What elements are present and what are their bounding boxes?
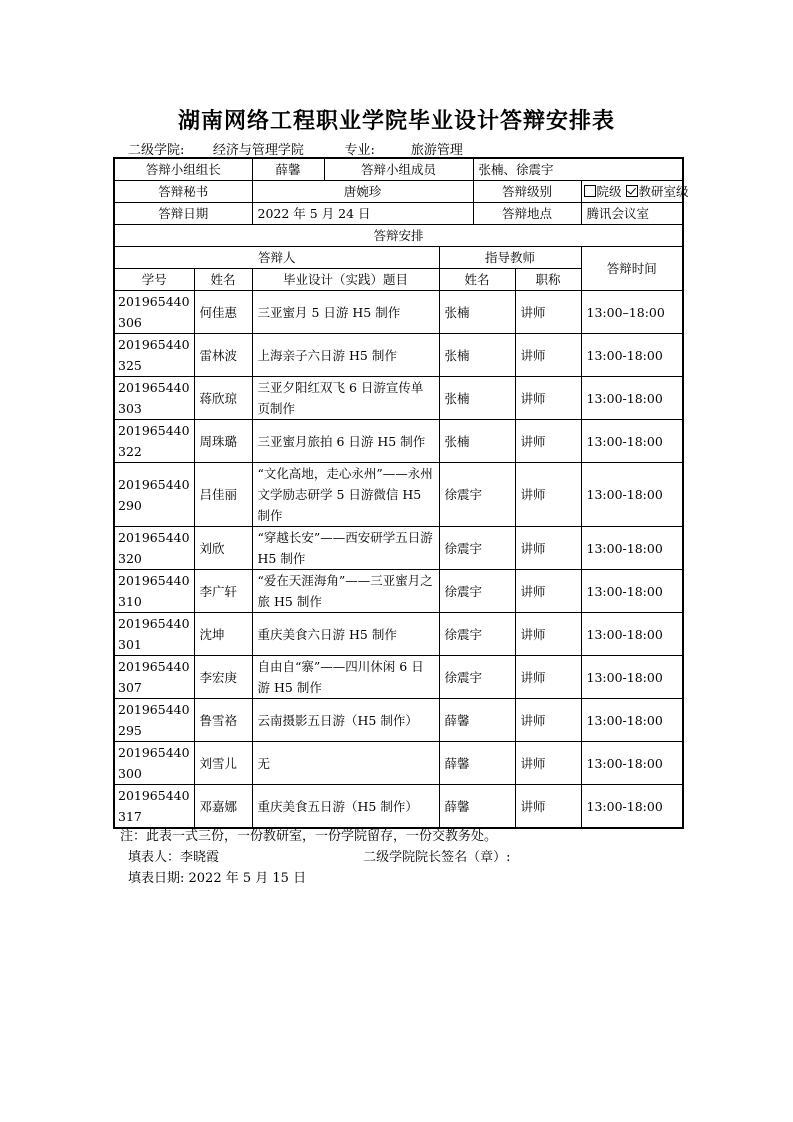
level-option-department: 教研室级 <box>638 184 689 199</box>
college-value: 经济与管理学院 <box>186 143 330 159</box>
student-name-cell: 雷林波 <box>194 334 252 377</box>
leader-value: 薛馨 <box>252 158 324 181</box>
time-cell: 13:00-18:00 <box>581 785 683 829</box>
members-value: 张楠、徐震宇 <box>473 158 683 181</box>
teacher-title-cell: 讲师 <box>515 334 581 377</box>
student-id-line2: 322 <box>118 444 142 459</box>
time-cell: 13:00-18:00 <box>581 699 683 742</box>
student-name-cell: 李广轩 <box>194 570 252 613</box>
teacher-name-cell: 薛馨 <box>439 699 515 742</box>
major-label: 专业: <box>344 143 375 158</box>
topic-cell: 自由自“寨”——四川休闲 6 日游 H5 制作 <box>252 656 439 699</box>
table-row <box>114 613 683 656</box>
teacher-name-cell: 徐震宇 <box>439 570 515 613</box>
schedule-rows <box>114 291 683 829</box>
teacher-name-header: 姓名 <box>439 269 515 291</box>
info-row-leader <box>114 158 683 181</box>
student-id-line1: 201965440 <box>118 380 190 395</box>
info-row-secretary <box>114 181 683 203</box>
name-header: 姓名 <box>194 269 252 291</box>
student-name-cell: 刘欣 <box>194 527 252 570</box>
fill-date-text: 填表日期: 2022 年 5 月 15 日 <box>128 871 307 886</box>
teacher-title-cell: 讲师 <box>515 742 581 785</box>
student-id-cell <box>114 377 194 420</box>
topic-cell: 三亚蜜月旅拍 6 日游 H5 制作 <box>252 420 439 463</box>
table-row <box>114 291 683 334</box>
student-id-cell <box>114 291 194 334</box>
student-id-cell <box>114 699 194 742</box>
topic-cell: “穿越长安”——西安研学五日游 H5 制作 <box>252 527 439 570</box>
table-row <box>114 656 683 699</box>
teacher-title-cell: 讲师 <box>515 377 581 420</box>
student-id-line1: 201965440 <box>118 702 190 717</box>
student-name-cell: 刘雪儿 <box>194 742 252 785</box>
teacher-name-cell: 张楠 <box>439 291 515 334</box>
table-row <box>114 463 683 527</box>
teacher-name-cell: 徐震宇 <box>439 527 515 570</box>
footer-sign-row <box>128 847 511 868</box>
defense-schedule-table <box>113 157 689 829</box>
student-id-line1: 201965440 <box>118 530 190 545</box>
student-name-cell: 鲁雪袼 <box>194 699 252 742</box>
student-name-cell: 沈坤 <box>194 613 252 656</box>
table-row <box>114 742 683 785</box>
footer-note: 注：此表一式三份，一份教研室，一份学院留存，一份交教务处。 <box>120 829 498 844</box>
topic-cell: 无 <box>252 742 439 785</box>
student-id-cell <box>114 463 194 527</box>
student-id-line2: 325 <box>118 358 142 373</box>
time-cell: 13:00-18:00 <box>581 570 683 613</box>
teacher-title-cell: 讲师 <box>515 463 581 527</box>
student-id-line2: 300 <box>118 766 142 781</box>
student-id-line1: 201965440 <box>118 573 190 588</box>
topic-cell: 云南摄影五日游（H5 制作） <box>252 699 439 742</box>
secretary-label: 答辩秘书 <box>114 181 252 203</box>
table-row <box>114 570 683 613</box>
location-value: 腾讯会议室 <box>581 203 683 225</box>
student-id-cell <box>114 742 194 785</box>
student-id-line2: 306 <box>118 315 142 330</box>
info-row-date <box>114 203 683 225</box>
teacher-title-cell: 讲师 <box>515 656 581 699</box>
date-value: 2022 年 5 月 24 日 <box>252 203 473 225</box>
time-header: 答辩时间 <box>581 247 683 291</box>
student-id-line1: 201965440 <box>118 294 190 309</box>
student-id-line1: 201965440 <box>118 616 190 631</box>
dean-sign-text: 二级学院院长签名（章）: <box>363 850 511 865</box>
teacher-title-cell: 讲师 <box>515 699 581 742</box>
teacher-name-cell: 徐震宇 <box>439 656 515 699</box>
student-id-line2: 320 <box>118 551 142 566</box>
topic-cell: 重庆美食六日游 H5 制作 <box>252 613 439 656</box>
teacher-name-cell: 薛馨 <box>439 742 515 785</box>
college-label: 二级学院: <box>128 143 185 158</box>
student-name-cell: 李宏庚 <box>194 656 252 699</box>
date-label: 答辩日期 <box>114 203 252 225</box>
student-id-line1: 201965440 <box>118 788 190 803</box>
time-cell: 13:00-18:00 <box>581 656 683 699</box>
group-header-row <box>114 247 683 269</box>
table-row <box>114 377 683 420</box>
checked-checkbox-icon <box>626 185 638 197</box>
teacher-name-cell: 张楠 <box>439 334 515 377</box>
student-id-line1: 201965440 <box>118 659 190 674</box>
topic-cell: 重庆美食五日游（H5 制作） <box>252 785 439 829</box>
teacher-name-cell: 张楠 <box>439 420 515 463</box>
student-id-line2: 290 <box>118 497 142 513</box>
teacher-title-cell: 讲师 <box>515 570 581 613</box>
teacher-name-cell: 张楠 <box>439 377 515 420</box>
student-id-line2: 307 <box>118 680 142 695</box>
student-id-cell <box>114 613 194 656</box>
table-row <box>114 420 683 463</box>
table-row <box>114 699 683 742</box>
student-id-line2: 303 <box>118 401 142 416</box>
student-id-cell <box>114 785 194 829</box>
college-major-line <box>128 139 497 159</box>
teacher-title-cell: 讲师 <box>515 420 581 463</box>
level-option-college: 院级 <box>596 184 622 199</box>
teacher-title-cell: 讲师 <box>515 785 581 829</box>
student-id-cell <box>114 656 194 699</box>
student-id-line2: 317 <box>118 809 142 824</box>
student-id-line2: 310 <box>118 594 142 609</box>
student-id-cell <box>114 420 194 463</box>
checkbox-icon <box>584 185 596 197</box>
student-id-line2: 301 <box>118 637 142 652</box>
student-name-cell: 吕佳丽 <box>194 463 252 527</box>
time-cell: 13:00-18:00 <box>581 377 683 420</box>
table-row <box>114 334 683 377</box>
student-id-line1: 201965440 <box>118 337 190 352</box>
student-id-line1: 201965440 <box>118 476 190 492</box>
time-cell: 13:00-18:00 <box>581 334 683 377</box>
table-row <box>114 785 683 829</box>
topic-header: 毕业设计（实践）题目 <box>252 269 439 291</box>
secretary-value: 唐婉珍 <box>252 181 473 203</box>
topic-cell: 三亚夕阳红双飞 6 日游宣传单页制作 <box>252 377 439 420</box>
leader-label: 答辩小组组长 <box>114 158 252 181</box>
level-label: 答辩级别 <box>473 181 581 203</box>
id-header: 学号 <box>114 269 194 291</box>
time-cell: 13:00-18:00 <box>581 742 683 785</box>
teacher-title-cell: 讲师 <box>515 527 581 570</box>
topic-cell: “爱在天涯海角”——三亚蜜月之旅 H5 制作 <box>252 570 439 613</box>
time-cell: 13:00-18:00 <box>581 613 683 656</box>
table-row <box>114 527 683 570</box>
teacher-name-cell: 薛馨 <box>439 785 515 829</box>
student-id-line2: 295 <box>118 723 142 738</box>
time-cell: 13:00-18:00 <box>581 420 683 463</box>
location-label: 答辩地点 <box>473 203 581 225</box>
footer-notes <box>120 826 511 889</box>
topic-cell: 上海亲子六日游 H5 制作 <box>252 334 439 377</box>
time-cell: 13:00-18:00 <box>581 463 683 527</box>
student-id-cell <box>114 334 194 377</box>
group-student-header: 答辩人 <box>114 247 439 269</box>
major-value: 旅游管理 <box>377 143 497 159</box>
filler-text: 填表人：李晓霞 <box>128 850 220 865</box>
teacher-title-cell: 讲师 <box>515 613 581 656</box>
student-id-line1: 201965440 <box>118 745 190 760</box>
teacher-name-cell: 徐震宇 <box>439 463 515 527</box>
student-name-cell: 何佳惠 <box>194 291 252 334</box>
teacher-name-cell: 徐震宇 <box>439 613 515 656</box>
members-label: 答辩小组成员 <box>324 158 473 181</box>
page-title: 湖南网络工程职业学院毕业设计答辩安排表 <box>177 108 615 134</box>
student-id-cell <box>114 570 194 613</box>
student-id-line1: 201965440 <box>118 423 190 438</box>
time-cell: 13:00-18:00 <box>581 527 683 570</box>
section-title: 答辩安排 <box>114 225 683 247</box>
topic-cell: 三亚蜜月 5 日游 H5 制作 <box>252 291 439 334</box>
student-name-cell: 周珠璐 <box>194 420 252 463</box>
teacher-title-cell: 讲师 <box>515 291 581 334</box>
topic-cell: “文化高地，走心永州”——永州文学励志研学 5 日游微信 H5 制作 <box>252 463 439 527</box>
student-name-cell: 蒋欣琼 <box>194 377 252 420</box>
section-row <box>114 225 683 247</box>
teacher-title-header: 职称 <box>515 269 581 291</box>
group-teacher-header: 指导教师 <box>439 247 581 269</box>
student-name-cell: 邓嘉娜 <box>194 785 252 829</box>
student-id-cell <box>114 527 194 570</box>
time-cell: 13:00–18:00 <box>581 291 683 334</box>
level-options <box>581 181 689 203</box>
